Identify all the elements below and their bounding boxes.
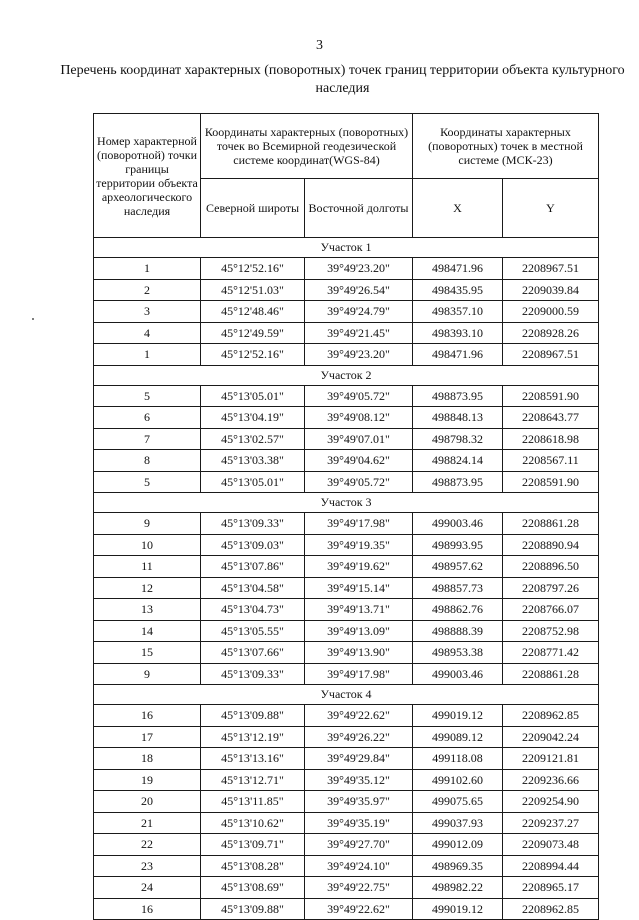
- cell-point-number: 7: [94, 428, 201, 450]
- section-row: [94, 685, 599, 705]
- cell-north-latitude: 45°13'08.28": [201, 855, 305, 877]
- cell-north-latitude: 45°13'09.71": [201, 834, 305, 856]
- cell-x: 499019.12: [413, 705, 503, 727]
- cell-y: 2208861.28: [503, 663, 599, 685]
- header-y: Y: [503, 179, 599, 238]
- cell-east-longitude: 39°49'17.98": [305, 513, 413, 535]
- cell-point-number: 24: [94, 877, 201, 899]
- cell-point-number: 21: [94, 812, 201, 834]
- table-row: [94, 812, 599, 834]
- cell-y: 2208962.85: [503, 898, 599, 920]
- header-north-latitude: Северной широты: [201, 179, 305, 238]
- cell-y: 2209237.27: [503, 812, 599, 834]
- cell-point-number: 5: [94, 471, 201, 493]
- cell-east-longitude: 39°49'22.62": [305, 705, 413, 727]
- cell-east-longitude: 39°49'07.01": [305, 428, 413, 450]
- cell-y: 2208771.42: [503, 642, 599, 664]
- table-row: [94, 663, 599, 685]
- section-row: [94, 365, 599, 385]
- cell-north-latitude: 45°13'09.03": [201, 534, 305, 556]
- cell-y: 2208965.17: [503, 877, 599, 899]
- cell-y: 2208591.90: [503, 471, 599, 493]
- table-row: [94, 279, 599, 301]
- cell-north-latitude: 45°12'52.16": [201, 344, 305, 366]
- cell-east-longitude: 39°49'19.35": [305, 534, 413, 556]
- cell-point-number: 4: [94, 322, 201, 344]
- cell-north-latitude: 45°13'05.01": [201, 471, 305, 493]
- cell-north-latitude: 45°13'08.69": [201, 877, 305, 899]
- table-row: [94, 726, 599, 748]
- cell-east-longitude: 39°49'15.14": [305, 577, 413, 599]
- table-row: [94, 471, 599, 493]
- table-row: [94, 791, 599, 813]
- cell-east-longitude: 39°49'24.10": [305, 855, 413, 877]
- cell-x: 498798.32: [413, 428, 503, 450]
- cell-point-number: 23: [94, 855, 201, 877]
- cell-north-latitude: 45°13'09.33": [201, 663, 305, 685]
- cell-point-number: 1: [94, 258, 201, 280]
- table-row: [94, 258, 599, 280]
- cell-x: 498435.95: [413, 279, 503, 301]
- cell-east-longitude: 39°49'22.75": [305, 877, 413, 899]
- cell-x: 498393.10: [413, 322, 503, 344]
- cell-point-number: 10: [94, 534, 201, 556]
- cell-x: 499019.12: [413, 898, 503, 920]
- cell-east-longitude: 39°49'24.79": [305, 301, 413, 323]
- cell-y: 2208962.85: [503, 705, 599, 727]
- header-east-longitude: Восточной долготы: [305, 179, 413, 238]
- header-x: X: [413, 179, 503, 238]
- header-msk23-coordinates: Координаты характерных (поворотных) точек в местной системе (МСК-23): [413, 114, 599, 179]
- section-title: Участок 1: [94, 238, 599, 258]
- cell-x: 498957.62: [413, 556, 503, 578]
- cell-x: 498982.22: [413, 877, 503, 899]
- cell-north-latitude: 45°13'04.58": [201, 577, 305, 599]
- cell-y: 2208967.51: [503, 344, 599, 366]
- cell-point-number: 2: [94, 279, 201, 301]
- table-row: [94, 834, 599, 856]
- cell-point-number: 8: [94, 450, 201, 472]
- section-title: Участок 4: [94, 685, 599, 705]
- cell-y: 2209254.90: [503, 791, 599, 813]
- header-wgs84-coordinates: Координаты характерных (поворотных) точек во Всемирной геодезической системе координат(WGS-84): [201, 114, 413, 179]
- cell-north-latitude: 45°13'02.57": [201, 428, 305, 450]
- table-row: [94, 322, 599, 344]
- scan-speck: [32, 318, 34, 320]
- cell-y: 2208643.77: [503, 407, 599, 429]
- table-row: [94, 344, 599, 366]
- cell-x: 499089.12: [413, 726, 503, 748]
- cell-x: 498857.73: [413, 577, 503, 599]
- cell-point-number: 13: [94, 599, 201, 621]
- table-row: [94, 385, 599, 407]
- cell-x: 499003.46: [413, 513, 503, 535]
- cell-point-number: 22: [94, 834, 201, 856]
- cell-east-longitude: 39°49'04.62": [305, 450, 413, 472]
- table-row: [94, 877, 599, 899]
- cell-y: 2208861.28: [503, 513, 599, 535]
- table-row: [94, 620, 599, 642]
- cell-north-latitude: 45°13'12.71": [201, 769, 305, 791]
- cell-y: 2209121.81: [503, 748, 599, 770]
- cell-x: 498873.95: [413, 385, 503, 407]
- cell-x: 498993.95: [413, 534, 503, 556]
- cell-x: 498969.35: [413, 855, 503, 877]
- section-title: Участок 3: [94, 493, 599, 513]
- cell-y: 2208967.51: [503, 258, 599, 280]
- cell-point-number: 15: [94, 642, 201, 664]
- cell-north-latitude: 45°13'04.73": [201, 599, 305, 621]
- section-row: [94, 493, 599, 513]
- cell-point-number: 3: [94, 301, 201, 323]
- table-row: [94, 301, 599, 323]
- cell-y: 2209073.48: [503, 834, 599, 856]
- cell-east-longitude: 39°49'35.19": [305, 812, 413, 834]
- table-row: [94, 599, 599, 621]
- cell-east-longitude: 39°49'22.62": [305, 898, 413, 920]
- cell-x: 499118.08: [413, 748, 503, 770]
- cell-east-longitude: 39°49'21.45": [305, 322, 413, 344]
- cell-north-latitude: 45°13'04.19": [201, 407, 305, 429]
- header-point-number: Номер характерной (поворотной) точки границы территории объекта археологического наследия: [94, 114, 201, 238]
- section-row: [94, 238, 599, 258]
- cell-point-number: 9: [94, 513, 201, 535]
- table-row: [94, 855, 599, 877]
- cell-x: 498888.39: [413, 620, 503, 642]
- cell-x: 498471.96: [413, 258, 503, 280]
- cell-point-number: 19: [94, 769, 201, 791]
- cell-y: 2208591.90: [503, 385, 599, 407]
- cell-x: 499075.65: [413, 791, 503, 813]
- cell-point-number: 9: [94, 663, 201, 685]
- table-row: [94, 577, 599, 599]
- cell-y: 2209039.84: [503, 279, 599, 301]
- cell-y: 2208752.98: [503, 620, 599, 642]
- cell-x: 499012.09: [413, 834, 503, 856]
- cell-y: 2209042.24: [503, 726, 599, 748]
- cell-x: 498873.95: [413, 471, 503, 493]
- cell-north-latitude: 45°13'07.86": [201, 556, 305, 578]
- coordinates-table: [93, 113, 599, 920]
- cell-east-longitude: 39°49'17.98": [305, 663, 413, 685]
- cell-north-latitude: 45°13'03.38": [201, 450, 305, 472]
- cell-x: 499102.60: [413, 769, 503, 791]
- cell-point-number: 11: [94, 556, 201, 578]
- cell-point-number: 18: [94, 748, 201, 770]
- cell-east-longitude: 39°49'35.12": [305, 769, 413, 791]
- cell-point-number: 1: [94, 344, 201, 366]
- cell-north-latitude: 45°12'52.16": [201, 258, 305, 280]
- cell-point-number: 16: [94, 898, 201, 920]
- cell-y: 2208618.98: [503, 428, 599, 450]
- table-row: [94, 748, 599, 770]
- cell-x: 498862.76: [413, 599, 503, 621]
- cell-east-longitude: 39°49'26.54": [305, 279, 413, 301]
- section-title: Участок 2: [94, 365, 599, 385]
- cell-north-latitude: 45°13'11.85": [201, 791, 305, 813]
- table-row: [94, 407, 599, 429]
- table-row: [94, 450, 599, 472]
- table-row: [94, 769, 599, 791]
- cell-east-longitude: 39°49'05.72": [305, 385, 413, 407]
- cell-y: 2208994.44: [503, 855, 599, 877]
- cell-north-latitude: 45°13'07.66": [201, 642, 305, 664]
- cell-east-longitude: 39°49'05.72": [305, 471, 413, 493]
- cell-y: 2209000.59: [503, 301, 599, 323]
- cell-x: 498953.38: [413, 642, 503, 664]
- cell-point-number: 14: [94, 620, 201, 642]
- cell-north-latitude: 45°13'09.88": [201, 705, 305, 727]
- cell-east-longitude: 39°49'29.84": [305, 748, 413, 770]
- cell-y: 2208896.50: [503, 556, 599, 578]
- cell-x: 499037.93: [413, 812, 503, 834]
- cell-north-latitude: 45°13'13.16": [201, 748, 305, 770]
- cell-north-latitude: 45°13'12.19": [201, 726, 305, 748]
- cell-point-number: 20: [94, 791, 201, 813]
- cell-x: 498848.13: [413, 407, 503, 429]
- cell-point-number: 5: [94, 385, 201, 407]
- cell-east-longitude: 39°49'23.20": [305, 344, 413, 366]
- cell-x: 498357.10: [413, 301, 503, 323]
- cell-point-number: 6: [94, 407, 201, 429]
- cell-y: 2208766.07: [503, 599, 599, 621]
- cell-east-longitude: 39°49'13.90": [305, 642, 413, 664]
- cell-north-latitude: 45°13'05.55": [201, 620, 305, 642]
- cell-point-number: 12: [94, 577, 201, 599]
- table-row: [94, 898, 599, 920]
- cell-x: 498824.14: [413, 450, 503, 472]
- table-row: [94, 642, 599, 664]
- cell-point-number: 17: [94, 726, 201, 748]
- cell-north-latitude: 45°12'51.03": [201, 279, 305, 301]
- table-row: [94, 556, 599, 578]
- cell-east-longitude: 39°49'23.20": [305, 258, 413, 280]
- cell-x: 498471.96: [413, 344, 503, 366]
- cell-east-longitude: 39°49'26.22": [305, 726, 413, 748]
- cell-x: 499003.46: [413, 663, 503, 685]
- cell-east-longitude: 39°49'19.62": [305, 556, 413, 578]
- cell-east-longitude: 39°49'13.09": [305, 620, 413, 642]
- table-row: [94, 705, 599, 727]
- cell-y: 2208928.26: [503, 322, 599, 344]
- coordinates-table-body: [94, 238, 599, 920]
- table-row: [94, 428, 599, 450]
- cell-north-latitude: 45°13'05.01": [201, 385, 305, 407]
- cell-east-longitude: 39°49'27.70": [305, 834, 413, 856]
- table-row: [94, 513, 599, 535]
- cell-east-longitude: 39°49'13.71": [305, 599, 413, 621]
- cell-point-number: 16: [94, 705, 201, 727]
- cell-y: 2209236.66: [503, 769, 599, 791]
- cell-north-latitude: 45°12'48.46": [201, 301, 305, 323]
- cell-y: 2208567.11: [503, 450, 599, 472]
- cell-y: 2208797.26: [503, 577, 599, 599]
- cell-north-latitude: 45°13'10.62": [201, 812, 305, 834]
- page-number: 3: [316, 38, 323, 53]
- cell-y: 2208890.94: [503, 534, 599, 556]
- cell-east-longitude: 39°49'35.97": [305, 791, 413, 813]
- cell-north-latitude: 45°12'49.59": [201, 322, 305, 344]
- cell-north-latitude: 45°13'09.33": [201, 513, 305, 535]
- cell-north-latitude: 45°13'09.88": [201, 898, 305, 920]
- cell-east-longitude: 39°49'08.12": [305, 407, 413, 429]
- document-title: Перечень координат характерных (поворотных) точек границ территории объекта культурного наследия: [60, 63, 625, 96]
- table-row: [94, 534, 599, 556]
